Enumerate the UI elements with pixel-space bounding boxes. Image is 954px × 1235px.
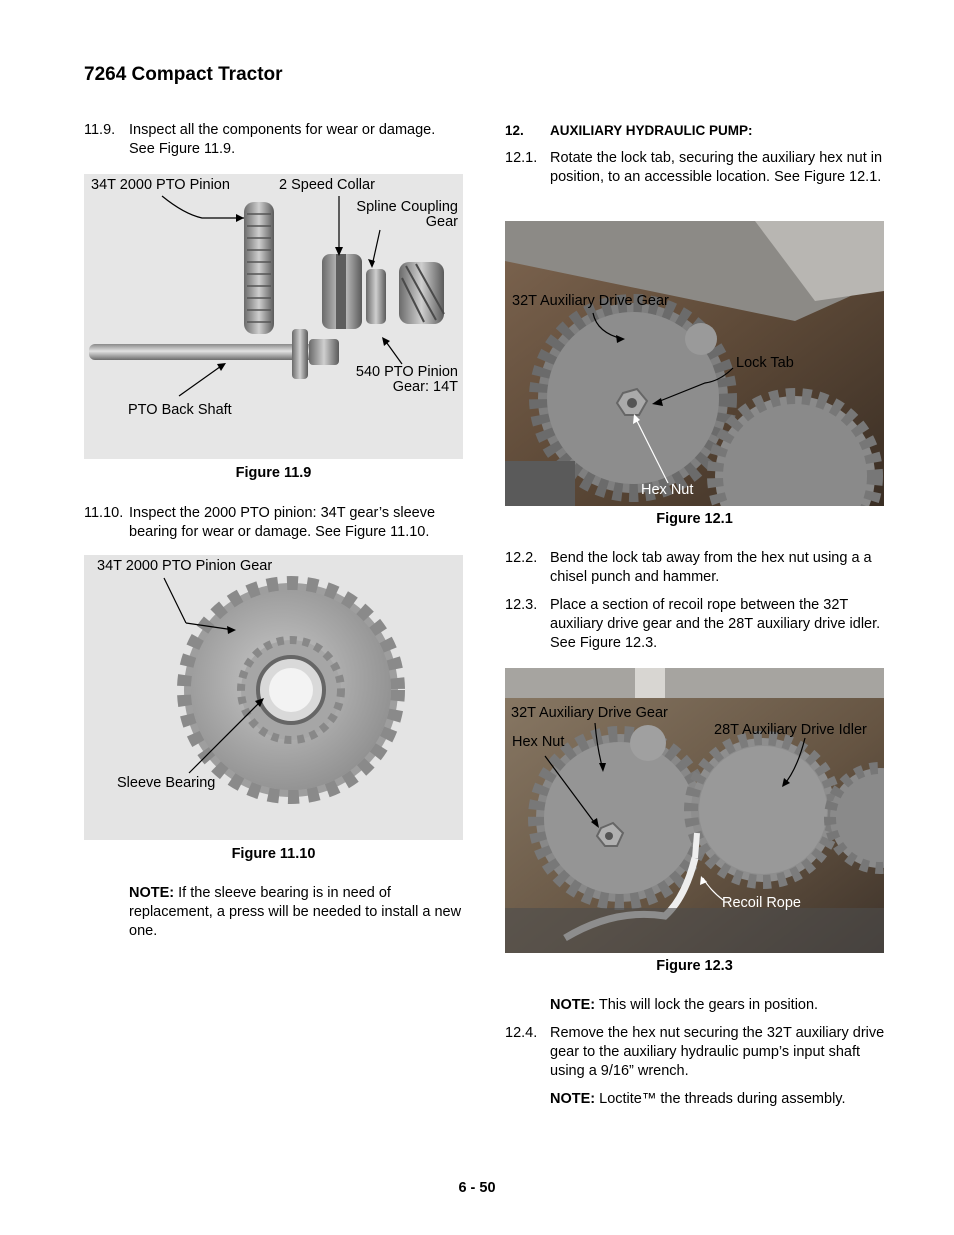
- step-11-9: [84, 121, 464, 161]
- step-text: Inspect the 2000 PTO pinion: 34T gear’s sleeve bearing for wear or damage. See Figure 11.10.: [129, 505, 436, 540]
- figure-12-1-caption: Figure 12.1: [656, 511, 733, 527]
- label-hex-nut: Hex Nut: [512, 734, 565, 750]
- label-pto-back-shaft: PTO Back Shaft: [128, 402, 232, 418]
- figure-11-10-photo: [84, 555, 463, 840]
- label-540-pto-pinion: 540 PTO Pinion Gear: 14T: [355, 364, 458, 395]
- label-hex-nut: Hex Nut: [641, 482, 694, 498]
- section-number: 12.: [505, 123, 524, 138]
- step-12-3: [505, 596, 885, 656]
- label-32t-drive-gear: 32T Auxiliary Drive Gear: [512, 293, 669, 309]
- note-label: NOTE:: [129, 885, 175, 901]
- step-text: Rotate the lock tab, securing the auxiliary hex nut in position, to an accessible location. See Figure 12.1.: [550, 150, 883, 185]
- step-text: Remove the hex nut securing the 32T auxiliary drive gear to the auxiliary hydraulic pump’s input shaft using a 9/16” wrench.: [550, 1025, 885, 1079]
- page-title: 7264 Compact Tractor: [84, 64, 283, 85]
- step-number: 12.3.: [505, 597, 538, 613]
- step-12-1: [505, 149, 885, 209]
- label-28t-drive-idler: 28T Auxiliary Drive Idler: [714, 722, 867, 738]
- step-text: Place a section of recoil rope between the 32T auxiliary drive gear and the 28T auxiliary drive idler. See Figure 12.3.: [550, 597, 881, 651]
- step-text: Bend the lock tab away from the hex nut using a a chisel punch and hammer.: [550, 550, 872, 585]
- step-12-4: [505, 1024, 885, 1084]
- note-text: Loctite™ the threads during assembly.: [595, 1091, 846, 1107]
- step-number: 12.4.: [505, 1025, 538, 1041]
- step-number: 11.9.: [84, 122, 116, 138]
- label-recoil-rope: Recoil Rope: [722, 895, 801, 911]
- step-12-2: [505, 549, 885, 589]
- page-number: 6 - 50: [458, 1180, 496, 1196]
- label-spline-coupling-gear: Spline Coupling Gear: [356, 199, 458, 230]
- figure-12-1-photo: [505, 221, 884, 506]
- note-loctite: [550, 1090, 885, 1109]
- note-label: NOTE:: [550, 1091, 596, 1107]
- note-sleeve-bearing: [129, 884, 464, 941]
- note-lock-gears: [550, 996, 885, 1015]
- step-11-10: [84, 504, 464, 544]
- step-number: 12.2.: [505, 550, 538, 566]
- section-12-heading: [505, 121, 885, 141]
- label-2-speed-collar: 2 Speed Collar: [279, 177, 375, 193]
- note-text: This will lock the gears in position.: [595, 997, 819, 1013]
- step-text: Inspect all the components for wear or damage. See Figure 11.9.: [129, 122, 436, 157]
- figure-11-9-photo: [84, 174, 463, 459]
- figure-11-10-caption: Figure 11.10: [231, 846, 316, 862]
- label-34t-pinion: 34T 2000 PTO Pinion: [91, 177, 230, 193]
- step-number: 11.10.: [84, 505, 124, 521]
- section-title: AUXILIARY HYDRAULIC PUMP:: [550, 123, 753, 138]
- label-sleeve-bearing: Sleeve Bearing: [117, 775, 216, 791]
- label-lock-tab: Lock Tab: [736, 355, 794, 371]
- figure-12-3-photo: [505, 668, 884, 953]
- figure-11-9-caption: Figure 11.9: [235, 465, 312, 481]
- label-34t-pinion-gear: 34T 2000 PTO Pinion Gear: [97, 558, 273, 574]
- note-text: If the sleeve bearing is in need of replacement, a press will be needed to install a new one.: [129, 885, 462, 939]
- note-label: NOTE:: [550, 997, 596, 1013]
- step-number: 12.1.: [505, 150, 538, 166]
- figure-12-3-caption: Figure 12.3: [656, 958, 733, 974]
- label-32t-drive-gear: 32T Auxiliary Drive Gear: [511, 705, 668, 721]
